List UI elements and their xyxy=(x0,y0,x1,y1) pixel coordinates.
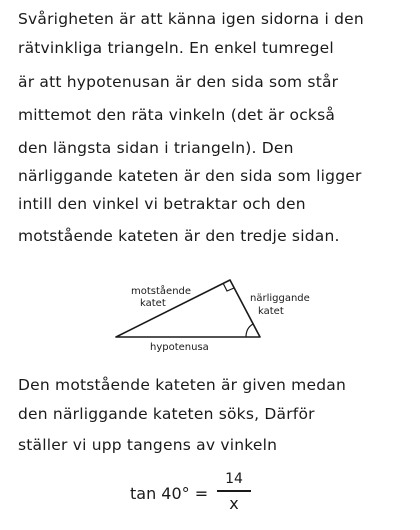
intro-line-5: den längsta sidan i triangeln). Den xyxy=(18,139,294,157)
equation-fraction xyxy=(217,470,251,512)
fraction-bar xyxy=(217,490,251,492)
label-opposite-2: katet xyxy=(140,298,166,309)
intro-line-2: rätvinkliga triangeln. En enkel tumregel xyxy=(18,39,334,57)
fraction-denominator: x xyxy=(229,493,239,513)
body-line-2: den närliggande kateten söks, Därför xyxy=(18,405,315,423)
body-line-1: Den motstående kateten är given medan xyxy=(18,376,346,394)
fraction-numerator: 14 xyxy=(225,471,243,487)
equation-lhs: tan 40° = xyxy=(130,484,209,503)
right-angle-mark xyxy=(223,283,234,291)
label-hypotenuse: hypotenusa xyxy=(150,342,209,353)
label-opposite-1: motstående xyxy=(131,286,192,297)
triangle-shape xyxy=(116,280,260,337)
angle-arc xyxy=(246,324,253,337)
intro-line-4: mittemot den räta vinkeln (det är också xyxy=(18,106,336,124)
body-line-3: ställer vi upp tangens av vinkeln xyxy=(18,436,278,454)
intro-line-3: är att hypotenusan är den sida som står xyxy=(18,73,339,91)
label-adjacent-1: närliggande xyxy=(250,293,310,304)
intro-line-6: närliggande kateten är den sida som ligger xyxy=(18,167,362,185)
label-adjacent-2: katet xyxy=(258,306,284,317)
tangent-equation xyxy=(0,470,420,526)
intro-line-7: intill den vinkel vi betraktar och den xyxy=(18,195,306,213)
intro-line-1: Svårigheten är att känna igen sidorna i den xyxy=(18,10,364,28)
intro-line-8: motstående kateten är den tredje sidan. xyxy=(18,227,340,245)
